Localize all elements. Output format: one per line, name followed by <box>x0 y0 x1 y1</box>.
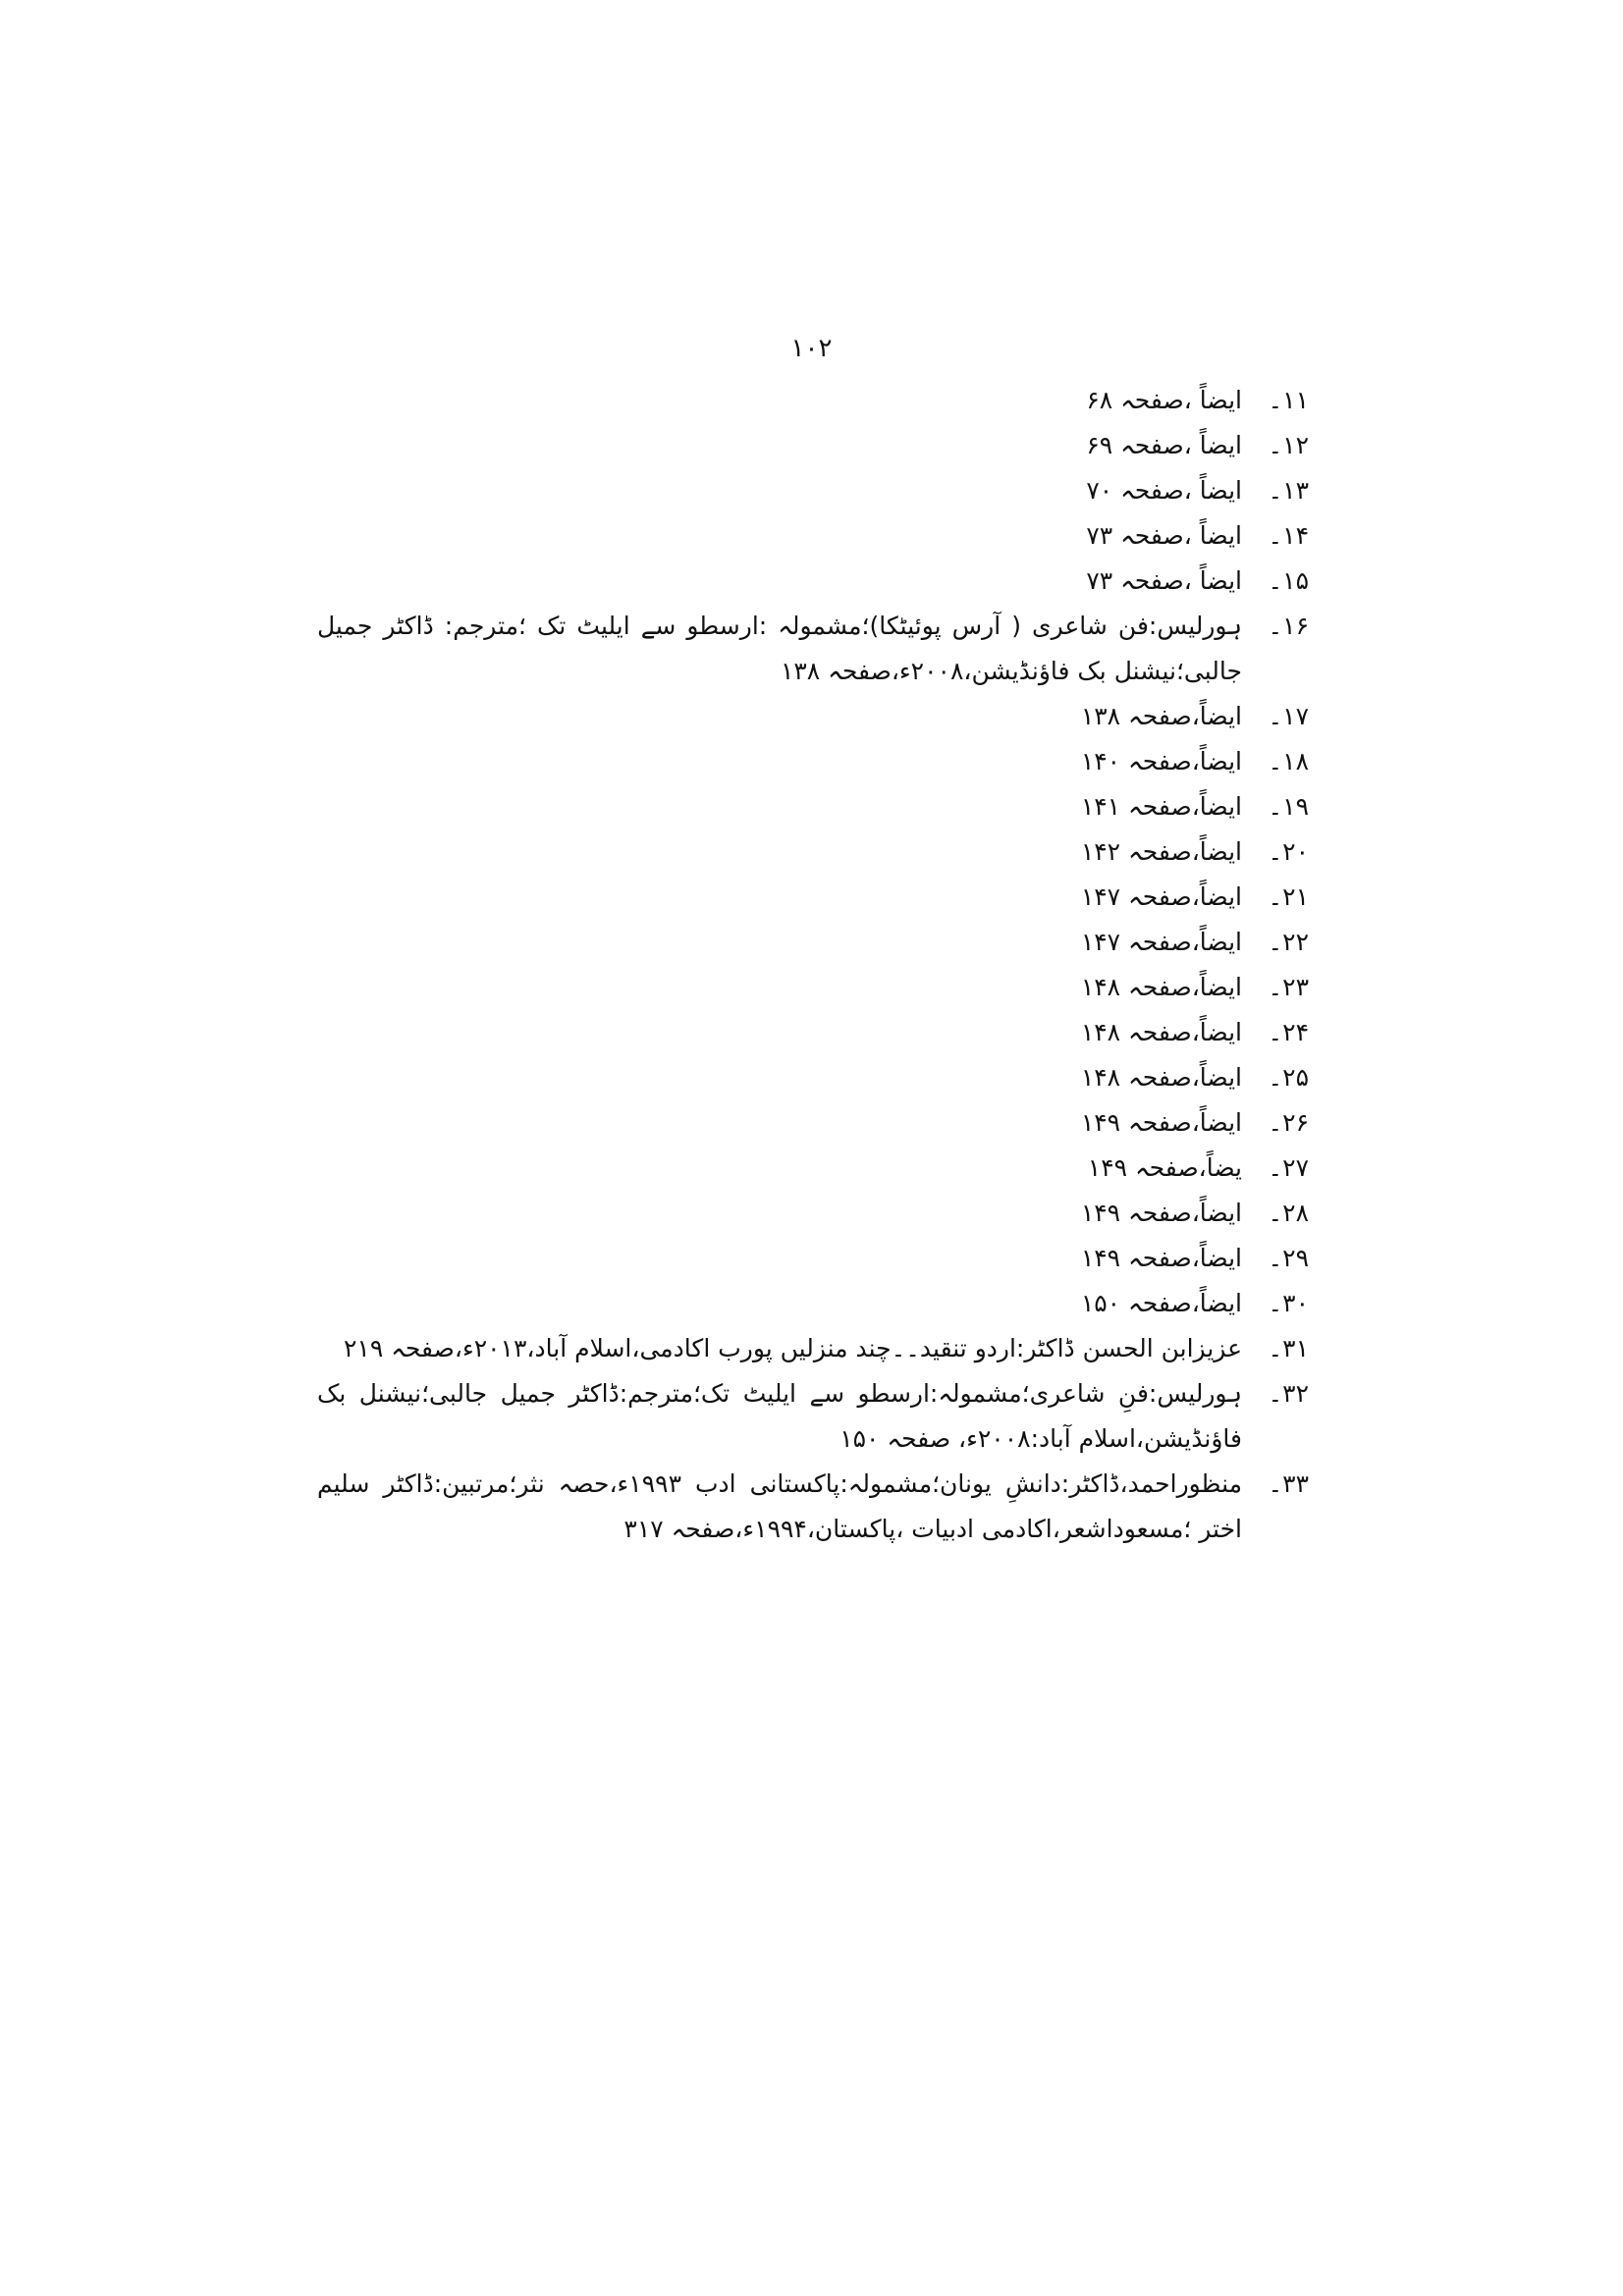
endnote-number: ۱۱۔ <box>1268 386 1309 414</box>
endnote-text: ہورلیس:فنِ شاعری؛مشمولہ:ارسطو سے ایلیٹ تک؛مترجم:ڈاکٹر جمیل جالبی؛نیشنل بک فاؤنڈیشن،اسلام آباد:۲۰۰۸ء، صفحہ ۱۵۰ <box>317 1379 1242 1453</box>
endnote-number: ۲۶۔ <box>1268 1108 1309 1137</box>
endnote-text: ایضاً،صفحہ ۱۵۰ <box>1080 1289 1242 1317</box>
endnote-number: ۱۸۔ <box>1268 747 1309 775</box>
endnote <box>317 468 1309 513</box>
endnote-text: ایضاً ،صفحہ ۶۸ <box>1086 386 1242 414</box>
endnote <box>317 1236 1309 1281</box>
endnote-number: ۲۴۔ <box>1268 1018 1309 1046</box>
endnote <box>317 1326 1309 1371</box>
endnote-text: ایضاً،صفحہ ۱۴۸ <box>1080 1018 1242 1046</box>
endnote-text: ایضاً،صفحہ ۱۴۷ <box>1080 882 1242 911</box>
endnote-text: ہورلیس:فن شاعری ( آرس پوئیٹکا)؛مشمولہ :ارسطو سے ایلیٹ تک ؛مترجم: ڈاکٹر جمیل جالبی؛نیشنل بک فاؤنڈیشن،۲۰۰۸ء،صفحہ ۱۳۸ <box>317 612 1242 685</box>
endnote-number: ۲۰۔ <box>1268 837 1309 866</box>
endnote <box>317 423 1309 468</box>
endnote <box>317 829 1309 875</box>
endnote <box>317 694 1309 739</box>
endnote-text: یضاً،صفحہ ۱۴۹ <box>1087 1153 1242 1182</box>
endnote <box>317 513 1309 559</box>
endnote-text: ایضاً،صفحہ ۱۴۸ <box>1080 1063 1242 1092</box>
endnote-number: ۲۱۔ <box>1268 882 1309 911</box>
endnote <box>317 1100 1309 1146</box>
endnote-number: ۱۵۔ <box>1268 566 1309 595</box>
endnote-text: ایضاً،صفحہ ۱۴۷ <box>1080 928 1242 956</box>
endnote-text: ایضاً ،صفحہ ۶۹ <box>1086 431 1242 459</box>
endnote-text: ایضاً،صفحہ ۱۴۸ <box>1080 973 1242 1001</box>
endnote-number: ۲۸۔ <box>1268 1199 1309 1227</box>
endnote <box>317 559 1309 604</box>
endnote-text: ایضاً،صفحہ ۱۴۲ <box>1080 837 1242 866</box>
endnote-text: ایضاً،صفحہ ۱۴۹ <box>1080 1244 1242 1272</box>
endnote <box>317 920 1309 965</box>
endnote <box>317 1146 1309 1191</box>
endnote-text: ایضاً ،صفحہ ۷۰ <box>1086 476 1242 505</box>
endnote <box>317 1191 1309 1236</box>
endnote <box>317 784 1309 829</box>
endnote <box>317 1281 1309 1326</box>
endnote <box>317 1055 1309 1100</box>
endnote-text: ایضاً،صفحہ ۱۳۸ <box>1080 702 1242 730</box>
endnote-text: منظوراحمد،ڈاکٹر:دانشِ یونان؛مشمولہ:پاکستانی ادب ۱۹۹۳ء،حصہ نثر؛مرتبین:ڈاکٹر سلیم اختر ؛مسعوداشعر،اکادمی ادبیات ،پاکستان،۱۹۹۴ء،صفحہ ۳۱۷ <box>317 1469 1242 1543</box>
endnote-text: ایضاً،صفحہ ۱۴۹ <box>1080 1199 1242 1227</box>
endnote <box>317 1010 1309 1055</box>
endnote-text: ایضاً ،صفحہ ۷۳ <box>1086 521 1242 550</box>
endnote <box>317 739 1309 784</box>
endnote-number: ۱۷۔ <box>1268 702 1309 730</box>
endnote <box>317 378 1309 423</box>
endnote-text: ایضاً،صفحہ ۱۴۹ <box>1080 1108 1242 1137</box>
page-number: ۱۰۲ <box>790 334 833 363</box>
endnote <box>317 875 1309 920</box>
endnote-number: ۱۳۔ <box>1268 476 1309 505</box>
endnote-number: ۲۵۔ <box>1268 1063 1309 1092</box>
endnote-number: ۳۳۔ <box>1268 1469 1309 1498</box>
endnote-number: ۱۴۔ <box>1268 521 1309 550</box>
endnote-text: عزیزابن الحسن ڈاکٹر:اردو تنقید۔۔چند منزلیں پورب اکادمی،اسلام آباد،۲۰۱۳ء،صفحہ ۲۱۹ <box>343 1334 1242 1362</box>
endnote-number: ۲۹۔ <box>1268 1244 1309 1272</box>
endnote-number: ۲۲۔ <box>1268 928 1309 956</box>
endnote-number: ۳۲۔ <box>1268 1379 1309 1408</box>
endnote-text: ایضاً،صفحہ ۱۴۱ <box>1080 792 1242 821</box>
endnotes-list <box>317 378 1309 1552</box>
endnote <box>317 604 1309 694</box>
endnote-number: ۳۰۔ <box>1268 1289 1309 1317</box>
endnote-text: ایضاً،صفحہ ۱۴۰ <box>1080 747 1242 775</box>
endnote-number: ۳۱۔ <box>1268 1334 1309 1362</box>
endnote <box>317 1462 1309 1552</box>
endnote-number: ۲۳۔ <box>1268 973 1309 1001</box>
endnote-number: ۲۷۔ <box>1268 1153 1309 1182</box>
endnote-text: ایضاً ،صفحہ ۷۳ <box>1086 566 1242 595</box>
endnote <box>317 965 1309 1010</box>
endnote-number: ۱۲۔ <box>1268 431 1309 459</box>
endnote-number: ۱۹۔ <box>1268 792 1309 821</box>
endnote-number: ۱۶۔ <box>1268 612 1309 640</box>
endnote <box>317 1371 1309 1462</box>
